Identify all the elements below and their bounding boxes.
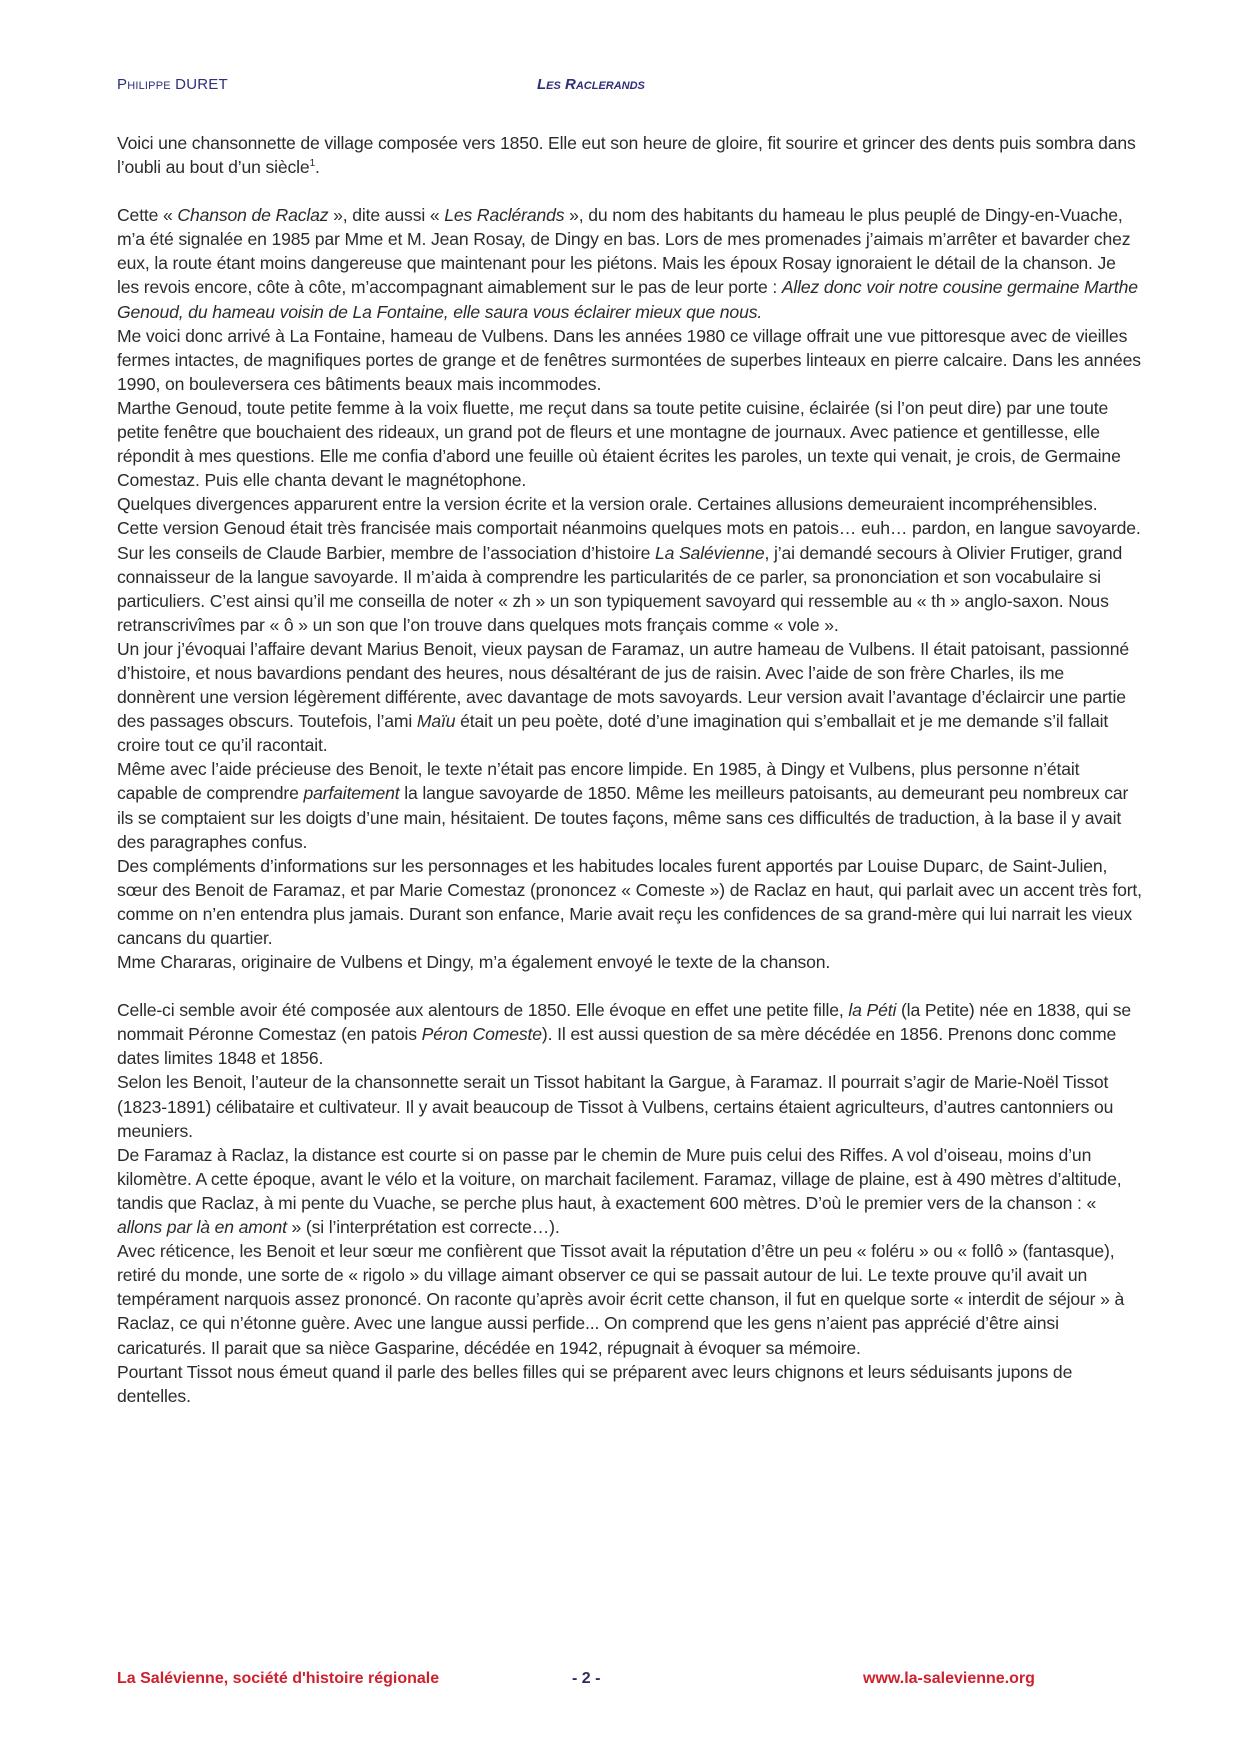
paragraph-datation [117, 998, 1142, 1070]
text: Un jour j’évoquai l’affaire devant Marius Benoit, vieux paysan de Faramaz, un autre hameau de Vulbens. Il était patoisant, passionné d’histoire, et nous bavardions pendant des heures, nous désaltérant de jus de raisin. Avec l’aide de son frère Charles, ils me donnèrent une version légèrement différente, avec davantage de mots savoyards. Leur version avait l’avantage d’éclaircir une partie des passages obscurs. Toutefois, l’ami [117, 638, 1130, 732]
italic-text: Maïu [416, 711, 456, 732]
text: » (si l’interprétation est correcte…). [286, 1217, 560, 1238]
italic-text: parfaitement [303, 783, 400, 804]
paragraph-marius-benoit [117, 637, 1142, 757]
paragraph-chararas: Mme Chararas, originaire de Vulbens et Dingy, m’a également envoyé le texte de la chanson. [117, 952, 831, 973]
text: Cette « [117, 205, 178, 226]
header-author: Philippe DURET [117, 76, 228, 93]
italic-text: la Péti [848, 1000, 897, 1021]
text: De Faramaz à Raclaz, la distance est courte si on passe par le chemin de Mure puis celui des Riffes. A vol d’oiseau, moins d’un kilomètre. A cette époque, avant le vélo et la voiture, on marchait facilement. Faramaz, village de plaine, est à 490 mètres d’altitude, tandis que Raclaz, à mi pente du Vuache, se perche plus haut, à exactement 600 mètres. D’où le premier vers de la chanson : « [117, 1144, 1122, 1213]
italic-text: La Salévienne [654, 542, 765, 563]
paragraph-complements: Des compléments d’informations sur les personnages et les habitudes locales furent apportés par Louise Duparc, de Saint-Julien, sœur des Benoit de Faramaz, et par Marie Comestaz (prononcez « Comeste ») de Raclaz en haut, qui parlait avec un accent très fort, comme on n’en entendra plus jamais. Durant son enfance, Marie avait reçu les confidences de sa grand-mère qui lui narrait les vieux cancans du quartier. [117, 855, 1142, 948]
header-title: Les Raclerands [537, 76, 645, 93]
footnote-ref[interactable]: 1 [309, 158, 315, 170]
paragraph-intro [117, 131, 1142, 179]
paragraph-reticence: Avec réticence, les Benoit et leur sœur me confièrent que Tissot avait la réputation d’être un peu « foléru » ou « follô » (fantasque), retiré du monde, une sorte de « rigolo » du village aimant observer ce qui se passait autour de lui. Le texte prouve qu’il avait un tempérament narquois assez prononcé. On raconte qu’après avoir écrit cette chanson, il fut en quelque sorte « interdit de séjour » à Raclaz, ce qui n’étonne guère. Avec une langue aussi perfide... On comprend que les gens n’aient pas apprécié d’être ainsi caricaturés. Il parait que sa nièce Gasparine, décédée en 1942, répugnait à évoquer sa mémoire. [117, 1241, 1125, 1358]
paragraph-auteur: Selon les Benoit, l’auteur de la chansonnette serait un Tissot habitant la Gargue, à Faramaz. Il pourrait s’agir de Marie-Noël Tissot (1823-1891) célibataire et cultivateur. Il y avait beaucoup de Tissot à Vulbens, certains étaient agriculteurs, d’autres cantonniers ou meuniers. [117, 1072, 1114, 1141]
paragraph-distance [117, 1143, 1142, 1239]
paragraph-pourtant: Pourtant Tissot nous émeut quand il parle des belles filles qui se préparent avec leurs chignons et leurs séduisants jupons de dentelles. [117, 1361, 1073, 1406]
paragraph-chanson [117, 203, 1142, 323]
italic-text: Les Raclérands [444, 205, 565, 226]
italic-text: Chanson de Raclaz [177, 205, 329, 226]
paragraph-la-fontaine: Me voici donc arrivé à La Fontaine, hameau de Vulbens. Dans les années 1980 ce village offrait une vue pittoresque avec de vieilles fermes intactes, de magnifiques portes de grange et de fenêtres surmontées de superbes linteaux en pierre calcaire. Dans les années 1990, on bouleversera ces bâtiments beaux mais incommodes. [117, 325, 1141, 394]
page-footer [117, 1670, 1117, 1692]
text: Voici une chansonnette de village composée vers 1850. Elle eut son heure de gloire, fit sourire et grincer des dents puis sombra dans l’oubli au bout d’un siècle [117, 133, 1136, 178]
text: , j’ai demandé secours à Olivier Frutiger, grand connaisseur de la langue savoyarde. Il m’aida à comprendre les particularités de ce parler, sa prononciation et son vocabulaire si particuliers. C’est ainsi qu’il me conseilla de noter « zh » un son typiquement savoyard qui ressemble au « th » anglo-saxon. Nous retranscrivîmes par « ô » un son que l’on trouve dans quelques mots français comme « vole ». [117, 542, 1123, 635]
text: Celle-ci semble avoir été composée aux alentours de 1850. Elle évoque en effet une petite fille, [117, 1000, 849, 1021]
text: Même avec l’aide précieuse des Benoit, le texte n’était pas encore limpide. En 1985, à Dingy et Vulbens, plus personne n’était capable de comprendre [117, 759, 1080, 804]
text: était un peu poète, doté d’une imagination qui s’emballait et je me demande s’il fallait croire tout ce qu’il racontait. [117, 711, 1109, 756]
spacer [117, 179, 1142, 203]
text: la langue savoyarde de 1850. Même les meilleurs patoisants, au demeurant peu nombreux car ils se comptaient sur les doigts d’une main, hésitaient. De toutes façons, même sans ces difficultés de traduction, à la base il y avait des paragraphes confus. [117, 783, 1129, 852]
italic-text: allons par là en amont [117, 1217, 287, 1238]
document-body [117, 131, 1142, 1408]
footer-society: La Salévienne, société d'histoire régionale [117, 1670, 440, 1687]
footer-website-link[interactable]: www.la-salevienne.org [863, 1670, 1035, 1687]
paragraph-marthe-genoud: Marthe Genoud, toute petite femme à la voix fluette, me reçut dans sa toute petite cuisine, éclairée (si l’on peut dire) par une toute petite fenêtre que bouchaient des rideaux, un grand pot de fleurs et une montagne de journaux. Avec patience et gentillesse, elle répondit à mes questions. Elle me confia d’abord une feuille où étaient écrites les paroles, un texte qui venait, je crois, de Germaine Comestaz. Puis elle chanta devant le magnétophone. [117, 397, 1121, 491]
text: Quelques divergences apparurent entre la version écrite et la version orale. Certaines allusions demeuraient incompréhensibles. Cette version Genoud était très francisée mais comportait néanmoins quelques mots en patois… euh… pardon, en langue savoyarde. Sur les conseils de Claude Barbier, membre de l’association d’histoire [117, 494, 1141, 563]
italic-text: Péron Comeste [421, 1024, 542, 1045]
paragraph-texte-limpide [117, 757, 1142, 853]
spacer [117, 974, 1142, 998]
text: », dite aussi « [328, 205, 445, 226]
page-number: - 2 - [572, 1670, 601, 1687]
italic-quote: Allez donc voir notre cousine germaine Marthe Genoud, du hameau voisin de La Fontaine, elle saura vous éclairer mieux que nous. [117, 277, 1138, 322]
text: », du nom des habitants du hameau le plus peuplé de Dingy-en-Vuache, m’a été signalée en 1985 par Mme et M. Jean Rosay, de Dingy en bas. Lors de mes promenades j’aimais m’arrêter et bavarder chez eux, la route étant moins dangereuse que maintenant pour les piétons. Mais les époux Rosay ignoraient le détail de la chanson. Je les revois encore, côte à côte, m’accompagnant aimablement sur le pas de leur porte : [117, 205, 1131, 298]
text: ). Il est aussi question de sa mère décédée en 1856. Prenons donc comme dates limites 1848 et 1856. [117, 1024, 1117, 1069]
text: . [314, 157, 320, 178]
paragraph-divergences [117, 492, 1142, 637]
page-header [117, 76, 1117, 96]
text: (la Petite) née en 1838, qui se nommait Péronne Comestaz (en patois [117, 1000, 1132, 1045]
